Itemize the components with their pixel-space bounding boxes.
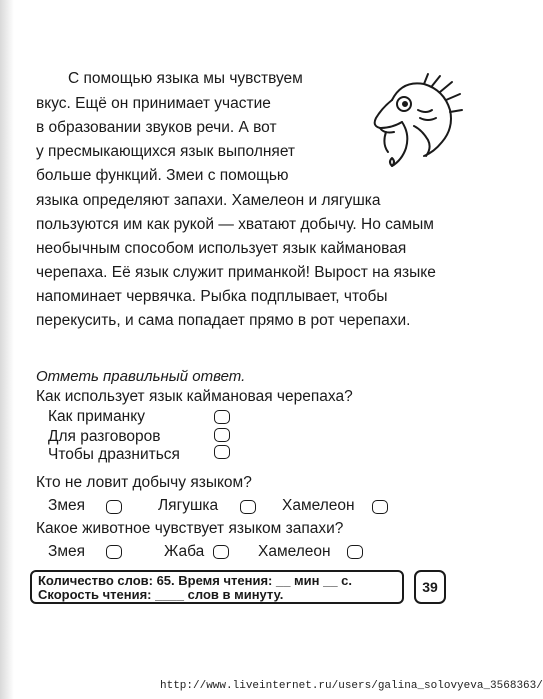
question-2: Кто не ловит добычу языком?	[36, 474, 252, 491]
q3-option-label: Змея	[48, 543, 86, 560]
passage-line: напоминает червячка. Рыбка подплывает, чтобы	[36, 288, 388, 305]
q1-option-label: Для разговоров	[48, 428, 161, 445]
page-edge	[0, 0, 14, 699]
chameleon-illustration-icon	[362, 70, 466, 174]
q2-option-checkbox[interactable]	[372, 500, 388, 514]
q2-option-checkbox[interactable]	[106, 500, 122, 514]
passage-line: перекусить, и сама попадает прямо в рот черепахи.	[36, 312, 411, 329]
q3-option-label: Хамелеон	[258, 543, 331, 560]
q1-option-checkbox[interactable]	[214, 428, 230, 442]
passage-line: языка определяют запахи. Хамелеон и лягушка	[36, 192, 381, 209]
q1-option-label: Чтобы дразниться	[48, 446, 180, 463]
passage-line: больше функций. Змеи с помощью	[36, 167, 289, 184]
q1-option-label: Как приманку	[48, 408, 145, 425]
word-count-and-time: Количество слов: 65. Время чтения: __ мин __ с.	[38, 573, 353, 588]
q3-option-label: Жаба	[164, 543, 205, 560]
reading-speed: Скорость чтения: ____ слов в минуту.	[38, 587, 284, 602]
passage-line: черепаха. Её язык служит приманкой! Вырост на языке	[36, 264, 436, 281]
page-number: 39	[414, 570, 446, 604]
source-url: http://www.liveinternet.ru/users/galina_solovyeva_3568363/	[160, 680, 543, 692]
q2-option-checkbox[interactable]	[240, 500, 256, 514]
q1-option-checkbox[interactable]	[214, 445, 230, 459]
passage-line: вкус. Ещё он принимает участие	[36, 95, 271, 112]
reading-stats-box	[30, 570, 404, 604]
passage-line: у пресмыкающихся язык выполняет	[36, 143, 296, 160]
task-instruction: Отметь правильный ответ.	[36, 368, 246, 385]
question-1: Как использует язык каймановая черепаха?	[36, 388, 353, 405]
q3-option-checkbox[interactable]	[106, 545, 122, 559]
q2-option-label: Лягушка	[158, 497, 219, 514]
question-3: Какое животное чувствует языком запахи?	[36, 520, 344, 537]
q3-option-checkbox[interactable]	[213, 545, 229, 559]
q1-option-checkbox[interactable]	[214, 410, 230, 424]
passage-line: в образовании звуков речи. А вот	[36, 119, 277, 136]
passage-line: пользуются им как рукой — хватают добычу. Но самым	[36, 216, 434, 233]
passage-line: необычным способом использует язык каймановая	[36, 240, 407, 257]
q2-option-label: Хамелеон	[282, 497, 355, 514]
q3-option-checkbox[interactable]	[347, 545, 363, 559]
q2-option-label: Змея	[48, 497, 86, 514]
passage-line: С помощью языка мы чувствуем	[68, 70, 303, 87]
